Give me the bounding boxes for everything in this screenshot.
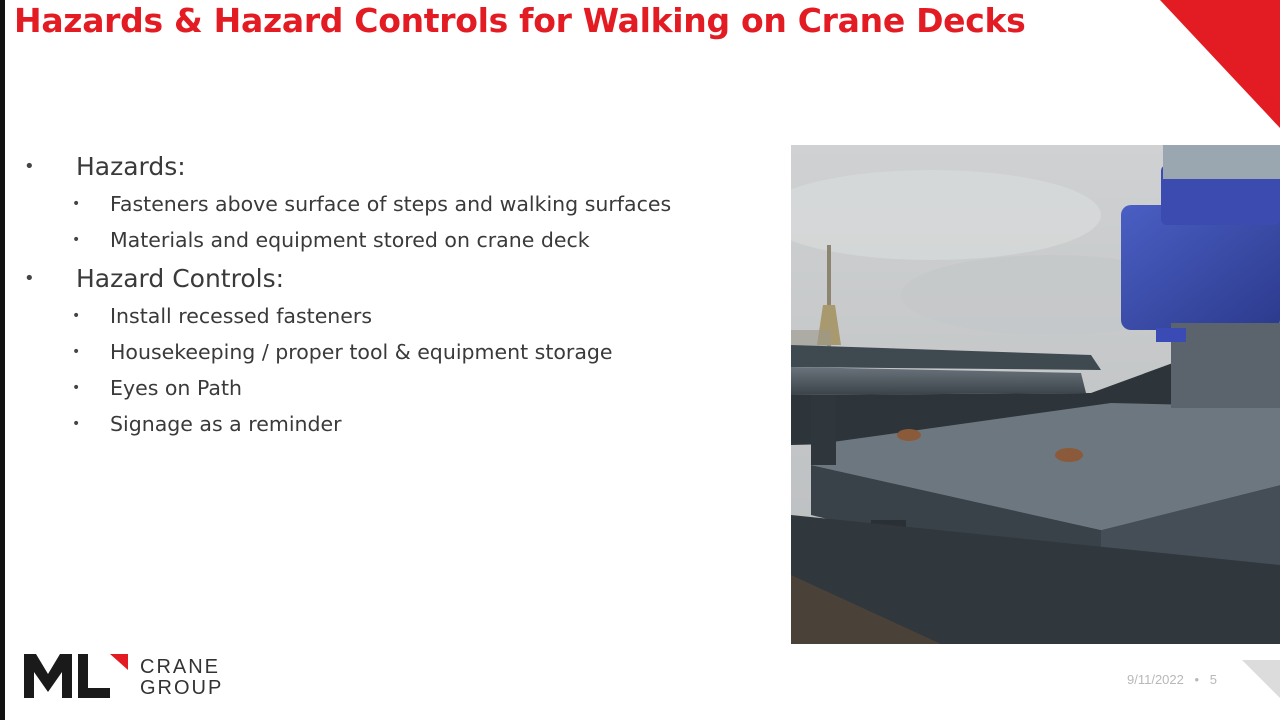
section-heading-text: Hazard Controls:	[76, 263, 285, 293]
bullet-icon: •	[72, 196, 81, 212]
corner-accent-triangle	[1160, 0, 1280, 128]
bullet-icon: •	[72, 344, 81, 360]
bullet-icon: •	[72, 232, 81, 248]
list-item	[22, 370, 762, 406]
list-item-text: Eyes on Path	[110, 376, 242, 400]
company-name	[140, 657, 223, 699]
list-item	[22, 298, 762, 334]
list-item	[22, 406, 762, 442]
list-item-text: Install recessed fasteners	[110, 304, 373, 328]
bullet-icon: •	[72, 416, 81, 432]
company-name-line1: CRANE	[140, 656, 221, 678]
page-number: 5	[1209, 672, 1217, 687]
list-item-text: Fasteners above surface of steps and walking surfaces	[110, 192, 672, 216]
list-item	[22, 186, 762, 222]
slide-footer	[1127, 672, 1217, 687]
list-item	[22, 334, 762, 370]
company-name-line2: GROUP	[140, 677, 224, 699]
section-heading-hazards	[22, 146, 762, 186]
footer-separator: •	[1194, 672, 1200, 687]
bullet-list	[22, 146, 762, 442]
list-item	[22, 222, 762, 258]
left-edge-bar	[0, 0, 5, 720]
ml-logo-mark	[24, 652, 132, 698]
bullet-icon: •	[72, 380, 81, 396]
footer-date: 9/11/2022	[1127, 672, 1184, 687]
bullet-icon: •	[24, 155, 35, 177]
bullet-icon: •	[24, 267, 35, 289]
slide-title: Hazards & Hazard Controls for Walking on Crane Decks	[14, 1, 1026, 40]
bullet-icon: •	[72, 308, 81, 324]
list-item-text: Housekeeping / proper tool & equipment storage	[110, 340, 613, 364]
section-heading-text: Hazards:	[76, 151, 186, 181]
list-item-text: Signage as a reminder	[110, 412, 342, 436]
corner-gray-triangle	[1242, 660, 1280, 698]
section-heading-hazard-controls	[22, 258, 762, 298]
crane-deck-photo	[791, 145, 1280, 644]
list-item-text: Materials and equipment stored on crane deck	[110, 228, 590, 252]
